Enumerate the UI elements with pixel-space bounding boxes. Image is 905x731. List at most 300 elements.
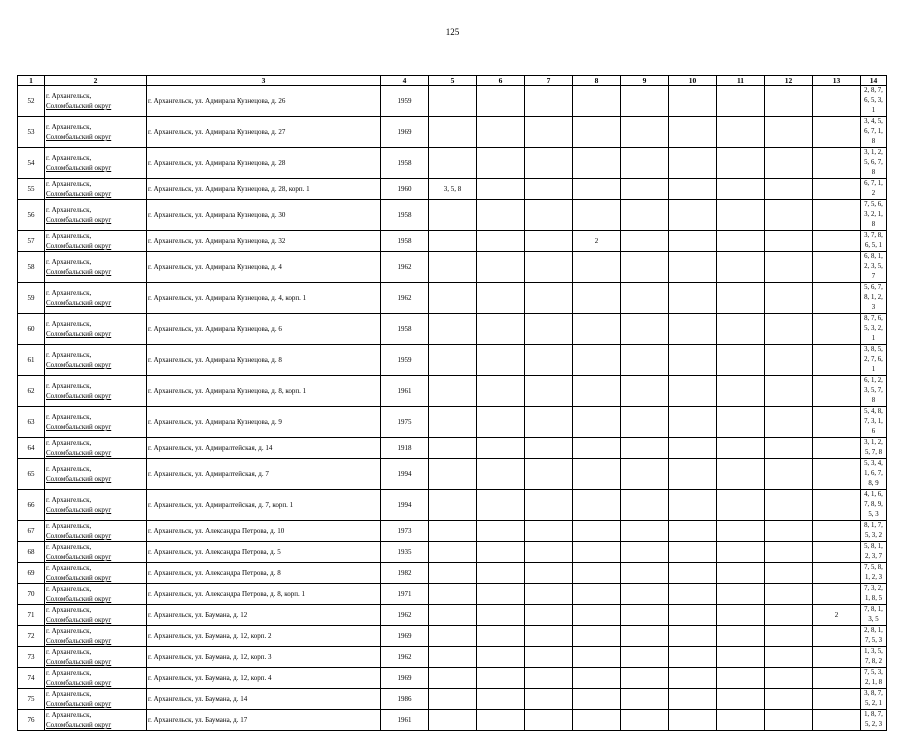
year-cell: 1959 — [381, 345, 429, 376]
table-row — [18, 438, 887, 459]
row-number: 75 — [18, 689, 45, 710]
row-number: 74 — [18, 668, 45, 689]
col9-cell — [621, 647, 669, 668]
col9-cell — [621, 283, 669, 314]
col14-cell: 6, 7, 1, 2 — [861, 179, 887, 200]
row-number: 59 — [18, 283, 45, 314]
col5-cell: 3, 5, 8 — [429, 179, 477, 200]
col7-cell — [525, 626, 573, 647]
col6-cell — [477, 252, 525, 283]
col8-cell — [573, 376, 621, 407]
col9-cell — [621, 86, 669, 117]
column-header-14: 14 — [861, 76, 887, 86]
address-cell: г. Архангельск, ул. Адмирала Кузнецова, д. 6 — [147, 314, 381, 345]
address-cell: г. Архангельск, ул. Адмиралтейская, д. 7 — [147, 459, 381, 490]
col11-cell — [717, 376, 765, 407]
row-number: 52 — [18, 86, 45, 117]
col6-cell — [477, 689, 525, 710]
col5-cell — [429, 376, 477, 407]
city-text: г. Архангельск, — [46, 180, 92, 188]
year-cell: 1961 — [381, 710, 429, 731]
city-text: г. Архангельск, — [46, 232, 92, 240]
col10-cell — [669, 117, 717, 148]
address-cell: г. Архангельск, ул. Адмирала Кузнецова, д. 26 — [147, 86, 381, 117]
address-cell: г. Архангельск, ул. Адмирала Кузнецова, д. 8, корп. 1 — [147, 376, 381, 407]
col6-cell — [477, 459, 525, 490]
address-cell: г. Архангельск, ул. Баумана, д. 12, корп. 2 — [147, 626, 381, 647]
col6-cell — [477, 542, 525, 563]
address-cell: г. Архангельск, ул. Александра Петрова, д. 5 — [147, 542, 381, 563]
col12-cell — [765, 231, 813, 252]
col14-cell: 6, 1, 2, 3, 5, 7, 8 — [861, 376, 887, 407]
address-cell: г. Архангельск, ул. Адмирала Кузнецова, д. 28 — [147, 148, 381, 179]
col13-cell — [813, 647, 861, 668]
col6-cell — [477, 86, 525, 117]
city-text: г. Архангельск, — [46, 711, 92, 719]
col5-cell — [429, 86, 477, 117]
col9-cell — [621, 459, 669, 490]
col13-cell — [813, 626, 861, 647]
city-text: г. Архангельск, — [46, 496, 92, 504]
district-text: Соломбальский округ — [46, 164, 112, 172]
table-row — [18, 490, 887, 521]
col14-cell: 6, 8, 1, 2, 3, 5, 7 — [861, 252, 887, 283]
col6-cell — [477, 438, 525, 459]
col6-cell — [477, 584, 525, 605]
row-number: 72 — [18, 626, 45, 647]
col6-cell — [477, 647, 525, 668]
col14-cell: 7, 5, 6, 3, 2, 1, 8 — [861, 200, 887, 231]
col12-cell — [765, 200, 813, 231]
col10-cell — [669, 376, 717, 407]
district-text: Соломбальский округ — [46, 190, 112, 198]
col11-cell — [717, 459, 765, 490]
col8-cell — [573, 521, 621, 542]
district-text: Соломбальский округ — [46, 506, 112, 514]
col12-cell — [765, 252, 813, 283]
col12-cell — [765, 647, 813, 668]
col8-cell — [573, 345, 621, 376]
district-text: Соломбальский округ — [46, 553, 112, 561]
col8-cell — [573, 179, 621, 200]
col5-cell — [429, 647, 477, 668]
col11-cell — [717, 647, 765, 668]
district-text: Соломбальский округ — [46, 330, 112, 338]
city-text: г. Архангельск, — [46, 92, 92, 100]
col8-cell — [573, 148, 621, 179]
col14-cell: 7, 5, 8, 1, 2, 3 — [861, 563, 887, 584]
year-cell: 1969 — [381, 668, 429, 689]
col10-cell — [669, 86, 717, 117]
col7-cell — [525, 345, 573, 376]
district-text: Соломбальский округ — [46, 700, 112, 708]
col11-cell — [717, 584, 765, 605]
table-row — [18, 668, 887, 689]
row-number: 63 — [18, 407, 45, 438]
table-row — [18, 626, 887, 647]
row-number: 55 — [18, 179, 45, 200]
row-number: 58 — [18, 252, 45, 283]
year-cell: 1982 — [381, 563, 429, 584]
table-row — [18, 86, 887, 117]
col9-cell — [621, 584, 669, 605]
col13-cell — [813, 584, 861, 605]
col5-cell — [429, 459, 477, 490]
col6-cell — [477, 148, 525, 179]
col14-cell: 5, 3, 4, 1, 6, 7, 8, 9 — [861, 459, 887, 490]
col5-cell — [429, 563, 477, 584]
address-cell: г. Архангельск, ул. Адмирала Кузнецова, д. 4 — [147, 252, 381, 283]
col12-cell — [765, 626, 813, 647]
address-cell: г. Архангельск, ул. Адмиралтейская, д. 7, корп. 1 — [147, 490, 381, 521]
col11-cell — [717, 689, 765, 710]
col13-cell — [813, 689, 861, 710]
row-number: 66 — [18, 490, 45, 521]
col6-cell — [477, 376, 525, 407]
col11-cell — [717, 179, 765, 200]
col5-cell — [429, 407, 477, 438]
table-row — [18, 376, 887, 407]
col13-cell — [813, 314, 861, 345]
year-cell: 1969 — [381, 626, 429, 647]
district-cell — [45, 252, 147, 283]
col9-cell — [621, 542, 669, 563]
col8-cell — [573, 407, 621, 438]
col5-cell — [429, 584, 477, 605]
col7-cell — [525, 710, 573, 731]
col10-cell — [669, 438, 717, 459]
year-cell: 1918 — [381, 438, 429, 459]
col14-cell: 3, 8, 7, 5, 2, 1 — [861, 689, 887, 710]
col5-cell — [429, 283, 477, 314]
address-cell: г. Архангельск, ул. Адмирала Кузнецова, д. 28, корп. 1 — [147, 179, 381, 200]
table-row — [18, 314, 887, 345]
col8-cell — [573, 647, 621, 668]
col6-cell — [477, 407, 525, 438]
col10-cell — [669, 283, 717, 314]
col8-cell — [573, 584, 621, 605]
col6-cell — [477, 231, 525, 252]
col8-cell — [573, 200, 621, 231]
city-text: г. Архангельск, — [46, 413, 92, 421]
col12-cell — [765, 490, 813, 521]
col13-cell — [813, 521, 861, 542]
col14-cell: 5, 6, 7, 8, 1, 2, 3 — [861, 283, 887, 314]
col10-cell — [669, 584, 717, 605]
col11-cell — [717, 490, 765, 521]
table-body — [18, 86, 887, 731]
col8-cell — [573, 459, 621, 490]
col8-cell — [573, 563, 621, 584]
col7-cell — [525, 563, 573, 584]
col11-cell — [717, 345, 765, 376]
address-cell: г. Архангельск, ул. Александра Петрова, д. 10 — [147, 521, 381, 542]
col6-cell — [477, 605, 525, 626]
address-cell: г. Архангельск, ул. Адмирала Кузнецова, д. 30 — [147, 200, 381, 231]
district-text: Соломбальский округ — [46, 299, 112, 307]
col6-cell — [477, 200, 525, 231]
col10-cell — [669, 345, 717, 376]
col10-cell — [669, 689, 717, 710]
table-row — [18, 584, 887, 605]
col8-cell — [573, 542, 621, 563]
col5-cell — [429, 438, 477, 459]
city-text: г. Архангельск, — [46, 606, 92, 614]
col11-cell — [717, 252, 765, 283]
district-text: Соломбальский округ — [46, 721, 112, 729]
col12-cell — [765, 668, 813, 689]
column-header-11: 11 — [717, 76, 765, 86]
col13-cell — [813, 438, 861, 459]
col13-cell — [813, 148, 861, 179]
address-cell: г. Архангельск, ул. Баумана, д. 17 — [147, 710, 381, 731]
table-row — [18, 231, 887, 252]
city-text: г. Архангельск, — [46, 465, 92, 473]
col11-cell — [717, 563, 765, 584]
col14-cell: 3, 7, 8, 6, 5, 1 — [861, 231, 887, 252]
col7-cell — [525, 179, 573, 200]
district-cell — [45, 345, 147, 376]
col9-cell — [621, 376, 669, 407]
district-cell — [45, 231, 147, 252]
district-cell — [45, 490, 147, 521]
row-number: 54 — [18, 148, 45, 179]
district-cell — [45, 459, 147, 490]
year-cell: 1975 — [381, 407, 429, 438]
address-cell: г. Архангельск, ул. Адмирала Кузнецова, д. 32 — [147, 231, 381, 252]
col10-cell — [669, 605, 717, 626]
col13-cell — [813, 459, 861, 490]
col10-cell — [669, 668, 717, 689]
city-text: г. Архангельск, — [46, 564, 92, 572]
col7-cell — [525, 231, 573, 252]
col9-cell — [621, 689, 669, 710]
year-cell: 1962 — [381, 605, 429, 626]
table-row — [18, 283, 887, 314]
col7-cell — [525, 438, 573, 459]
col12-cell — [765, 117, 813, 148]
city-text: г. Архангельск, — [46, 543, 92, 551]
year-cell: 1958 — [381, 200, 429, 231]
col14-cell: 1, 3, 5, 7, 8, 2 — [861, 647, 887, 668]
city-text: г. Архангельск, — [46, 320, 92, 328]
col13-cell — [813, 490, 861, 521]
row-number: 53 — [18, 117, 45, 148]
row-number: 65 — [18, 459, 45, 490]
col7-cell — [525, 605, 573, 626]
col5-cell — [429, 345, 477, 376]
col6-cell — [477, 521, 525, 542]
col14-cell: 2, 8, 7, 6, 5, 3, 1 — [861, 86, 887, 117]
col9-cell — [621, 407, 669, 438]
col5-cell — [429, 200, 477, 231]
table-row — [18, 179, 887, 200]
district-text: Соломбальский округ — [46, 679, 112, 687]
district-text: Соломбальский округ — [46, 102, 112, 110]
district-text: Соломбальский округ — [46, 361, 112, 369]
address-cell: г. Архангельск, ул. Баумана, д. 12, корп. 3 — [147, 647, 381, 668]
col14-cell: 3, 1, 2, 5, 7, 8 — [861, 438, 887, 459]
col9-cell — [621, 231, 669, 252]
col10-cell — [669, 252, 717, 283]
city-text: г. Архангельск, — [46, 289, 92, 297]
city-text: г. Архангельск, — [46, 154, 92, 162]
address-cell: г. Архангельск, ул. Адмирала Кузнецова, д. 9 — [147, 407, 381, 438]
col10-cell — [669, 179, 717, 200]
col8-cell — [573, 626, 621, 647]
district-text: Соломбальский округ — [46, 216, 112, 224]
row-number: 61 — [18, 345, 45, 376]
col9-cell — [621, 148, 669, 179]
col13-cell — [813, 668, 861, 689]
col14-cell: 3, 8, 5, 2, 7, 6, 1 — [861, 345, 887, 376]
year-cell: 1962 — [381, 252, 429, 283]
col10-cell — [669, 647, 717, 668]
col13-cell — [813, 542, 861, 563]
district-text: Соломбальский округ — [46, 242, 112, 250]
district-cell — [45, 86, 147, 117]
col13-cell — [813, 117, 861, 148]
col6-cell — [477, 710, 525, 731]
col8-cell — [573, 490, 621, 521]
year-cell: 1960 — [381, 179, 429, 200]
col12-cell — [765, 86, 813, 117]
district-cell — [45, 283, 147, 314]
row-number: 56 — [18, 200, 45, 231]
col13-cell — [813, 345, 861, 376]
col6-cell — [477, 179, 525, 200]
col11-cell — [717, 231, 765, 252]
column-header-5: 5 — [429, 76, 477, 86]
column-header-1: 1 — [18, 76, 45, 86]
col9-cell — [621, 252, 669, 283]
col13-cell — [813, 710, 861, 731]
year-cell: 1959 — [381, 86, 429, 117]
year-cell: 1971 — [381, 584, 429, 605]
col11-cell — [717, 710, 765, 731]
col9-cell — [621, 117, 669, 148]
col12-cell — [765, 345, 813, 376]
address-cell: г. Архангельск, ул. Адмирала Кузнецова, д. 4, корп. 1 — [147, 283, 381, 314]
housing-table — [17, 75, 887, 731]
district-text: Соломбальский округ — [46, 392, 112, 400]
year-cell: 1973 — [381, 521, 429, 542]
col14-cell: 1, 8, 7, 5, 2, 3 — [861, 710, 887, 731]
district-text: Соломбальский округ — [46, 658, 112, 666]
column-header-6: 6 — [477, 76, 525, 86]
col9-cell — [621, 490, 669, 521]
col6-cell — [477, 626, 525, 647]
city-text: г. Архангельск, — [46, 690, 92, 698]
col10-cell — [669, 563, 717, 584]
col14-cell: 5, 8, 1, 2, 3, 7 — [861, 542, 887, 563]
address-cell: г. Архангельск, ул. Баумана, д. 12, корп. 4 — [147, 668, 381, 689]
column-header-8: 8 — [573, 76, 621, 86]
district-cell — [45, 179, 147, 200]
col6-cell — [477, 117, 525, 148]
year-cell: 1986 — [381, 689, 429, 710]
city-text: г. Архангельск, — [46, 206, 92, 214]
col5-cell — [429, 689, 477, 710]
district-cell — [45, 407, 147, 438]
col11-cell — [717, 407, 765, 438]
col10-cell — [669, 314, 717, 345]
district-text: Соломбальский округ — [46, 449, 112, 457]
col11-cell — [717, 542, 765, 563]
col7-cell — [525, 314, 573, 345]
col11-cell — [717, 148, 765, 179]
address-cell: г. Архангельск, ул. Адмирала Кузнецова, д. 27 — [147, 117, 381, 148]
year-cell: 1994 — [381, 490, 429, 521]
city-text: г. Архангельск, — [46, 585, 92, 593]
col6-cell — [477, 283, 525, 314]
col5-cell — [429, 490, 477, 521]
col9-cell — [621, 626, 669, 647]
column-header-13: 13 — [813, 76, 861, 86]
district-text: Соломбальский округ — [46, 268, 112, 276]
row-number: 71 — [18, 605, 45, 626]
address-cell: г. Архангельск, ул. Баумана, д. 14 — [147, 689, 381, 710]
col14-cell: 2, 8, 1, 7, 5, 3 — [861, 626, 887, 647]
row-number: 62 — [18, 376, 45, 407]
year-cell: 1961 — [381, 376, 429, 407]
col12-cell — [765, 605, 813, 626]
table-row — [18, 689, 887, 710]
row-number: 73 — [18, 647, 45, 668]
table-row — [18, 200, 887, 231]
col5-cell — [429, 542, 477, 563]
district-cell — [45, 689, 147, 710]
city-text: г. Архангельск, — [46, 439, 92, 447]
district-cell — [45, 438, 147, 459]
table-row — [18, 521, 887, 542]
col11-cell — [717, 86, 765, 117]
col6-cell — [477, 314, 525, 345]
col12-cell — [765, 584, 813, 605]
col10-cell — [669, 490, 717, 521]
column-header-3: 3 — [147, 76, 381, 86]
district-cell — [45, 542, 147, 563]
col7-cell — [525, 584, 573, 605]
col8-cell — [573, 86, 621, 117]
col6-cell — [477, 490, 525, 521]
col14-cell: 5, 4, 8, 7, 3, 1, 6 — [861, 407, 887, 438]
table-row — [18, 459, 887, 490]
district-cell — [45, 200, 147, 231]
column-header-7: 7 — [525, 76, 573, 86]
col13-cell: 2 — [813, 605, 861, 626]
column-header-9: 9 — [621, 76, 669, 86]
col5-cell — [429, 626, 477, 647]
district-cell — [45, 148, 147, 179]
col5-cell — [429, 710, 477, 731]
col7-cell — [525, 117, 573, 148]
address-cell: г. Архангельск, ул. Александра Петрова, д. 8, корп. 1 — [147, 584, 381, 605]
col10-cell — [669, 200, 717, 231]
col14-cell: 7, 8, 1, 3, 5 — [861, 605, 887, 626]
year-cell: 1962 — [381, 647, 429, 668]
col5-cell — [429, 148, 477, 179]
col12-cell — [765, 407, 813, 438]
col11-cell — [717, 200, 765, 231]
col6-cell — [477, 668, 525, 689]
col12-cell — [765, 179, 813, 200]
col11-cell — [717, 314, 765, 345]
col13-cell — [813, 200, 861, 231]
col7-cell — [525, 86, 573, 117]
col10-cell — [669, 148, 717, 179]
col14-cell: 7, 3, 2, 1, 8, 5 — [861, 584, 887, 605]
